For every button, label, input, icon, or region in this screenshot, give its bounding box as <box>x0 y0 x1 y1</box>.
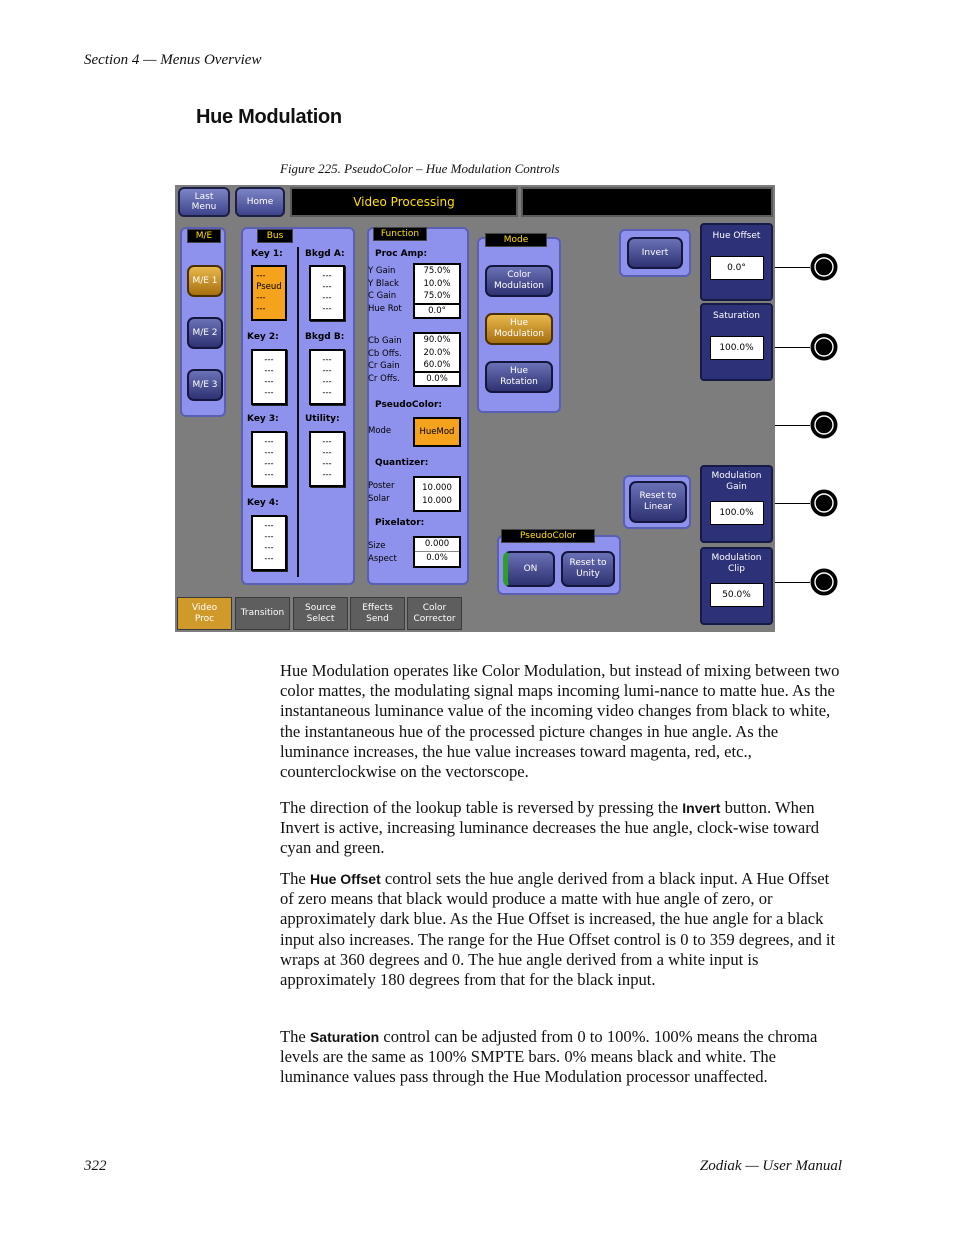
key4-source[interactable]: --- --- --- --- <box>251 515 287 571</box>
quantizer-values[interactable]: 10.000 10.000 <box>413 476 461 512</box>
pixelator-size-value: 0.000 <box>424 539 450 549</box>
bkgd-b-source[interactable]: --- --- --- --- <box>309 349 345 405</box>
pixelator-label: Pixelator: <box>375 518 425 528</box>
hue-modulation-button[interactable]: Hue Modulation <box>485 313 553 345</box>
key2-label: Key 2: <box>247 332 279 342</box>
knob4-leader <box>775 503 810 504</box>
proc-amp-label: Proc Amp: <box>375 249 428 259</box>
figure-caption: Figure 225. PseudoColor – Hue Modulation Controls <box>280 161 560 176</box>
modulation-gain-panel[interactable] <box>700 465 773 543</box>
pixelator-aspect-value: 0.0% <box>415 551 459 565</box>
knob-icon <box>809 567 839 597</box>
bkgd-a-source[interactable]: --- --- --- --- <box>309 265 345 321</box>
color-modulation-button[interactable]: Color Modulation <box>485 265 553 297</box>
menu-title: Video Processing <box>290 187 518 217</box>
paragraph-1: Hue Modulation operates like Color Modulation, but instead of mixing between two color mattes, the modulating signal maps incoming lumi-nance to matte hue. As the instantaneous luminance value of the incoming video changes from black to white, the instantaneous hue of the processed picture changes in hue angle. As the luminance increases, the hue value increases toward magenta, red, etc., counterclockwise on the vectorscope. <box>280 661 840 782</box>
page-number: 322 <box>84 1158 107 1174</box>
modulation-gain-label: Modulation Gain <box>711 471 762 492</box>
tab-video-proc[interactable]: Video Proc <box>177 597 232 630</box>
reset-to-unity-button[interactable]: Reset to Unity <box>561 551 615 587</box>
pseudocolor-on-button[interactable]: ON <box>503 551 555 587</box>
me-label: M/E <box>187 229 221 243</box>
mode-label: Mode <box>368 426 392 436</box>
hue-offset-label: Hue Offset <box>712 231 761 241</box>
utility-label: Utility: <box>305 414 340 424</box>
modulation-clip-label: Modulation Clip <box>711 553 762 574</box>
knob2-leader <box>775 347 810 348</box>
paragraph-2: The direction of the lookup table is reversed by pressing the Invert button. When Invert is active, increasing luminance decreases the hue angle, clock-wise toward cyan and green. <box>280 798 820 858</box>
saturation-panel[interactable] <box>700 303 773 381</box>
knob-icon <box>809 410 839 440</box>
key4-label: Key 4: <box>247 498 279 508</box>
pixelator-params: Size Aspect <box>368 541 397 564</box>
knob-icon <box>809 332 839 362</box>
pixelator-values[interactable] <box>413 536 461 568</box>
last-menu-button[interactable]: Last Menu <box>178 187 230 217</box>
function-label: Function <box>373 227 427 241</box>
cb-cr-params: Cb Gain Cb Offs. Cr Gain Cr Offs. <box>368 336 402 385</box>
cb-cr-values[interactable]: 90.0% 20.0% 60.0% <box>413 332 461 374</box>
invert-button[interactable]: Invert <box>627 237 683 269</box>
knob3-leader <box>775 425 810 426</box>
mode-value[interactable]: HueMod <box>413 417 461 447</box>
hue-rot-value[interactable]: 0.0° <box>413 303 461 319</box>
tab-transition[interactable]: Transition <box>235 597 290 630</box>
tab-source-select[interactable]: Source Select <box>293 597 348 630</box>
home-button[interactable]: Home <box>235 187 285 217</box>
me1-button[interactable]: M/E 1 <box>187 265 223 297</box>
me2-button[interactable]: M/E 2 <box>187 317 223 349</box>
running-header: Section 4 — Menus Overview <box>84 52 262 68</box>
modulation-clip-panel[interactable] <box>700 547 773 625</box>
hue-offset-value: 0.0° <box>710 256 764 280</box>
utility-source[interactable]: --- --- --- --- <box>309 431 345 487</box>
quantizer-label: Quantizer: <box>375 458 429 468</box>
proc-amp-values[interactable]: 75.0% 10.0% 75.0% <box>413 263 461 305</box>
invert-keyword: Invert <box>682 800 721 816</box>
tab-color-corrector[interactable]: Color Corrector <box>407 597 462 630</box>
key2-source[interactable]: --- --- --- --- <box>251 349 287 405</box>
key3-source[interactable]: --- --- --- --- <box>251 431 287 487</box>
me3-button[interactable]: M/E 3 <box>187 369 223 401</box>
section-heading: Hue Modulation <box>196 106 342 128</box>
key1-source[interactable]: --- Pseud --- --- <box>251 265 287 321</box>
bus-divider <box>297 247 299 577</box>
pseudocolor-panel-label: PseudoColor <box>501 529 595 543</box>
mode-panel-label: Mode <box>485 233 547 247</box>
cr-offs-value[interactable]: 0.0% <box>413 371 461 387</box>
knob1-leader <box>775 267 810 268</box>
pseudocolor-label: PseudoColor: <box>375 400 443 410</box>
modulation-gain-value: 100.0% <box>710 501 764 525</box>
key3-label: Key 3: <box>247 414 279 424</box>
knob-icon <box>809 488 839 518</box>
reset-to-linear-button[interactable]: Reset to Linear <box>629 481 687 523</box>
menu-screenshot <box>175 185 775 632</box>
key1-label: Key 1: <box>251 249 283 259</box>
quantizer-params: Poster Solar <box>368 481 395 504</box>
bus-label: Bus <box>257 229 293 243</box>
saturation-label: Saturation <box>713 311 760 321</box>
knob5-leader <box>775 582 810 583</box>
manual-title: Zodiak — User Manual <box>699 1158 842 1174</box>
modulation-clip-value: 50.0% <box>710 583 764 607</box>
bkgd-a-label: Bkgd A: <box>305 249 345 259</box>
hue-offset-keyword: Hue Offset <box>309 871 381 887</box>
saturation-keyword: Saturation <box>309 1029 380 1045</box>
status-bar <box>521 187 773 217</box>
saturation-value: 100.0% <box>710 336 764 360</box>
tab-effects-send[interactable]: Effects Send <box>350 597 405 630</box>
bkgd-b-label: Bkgd B: <box>305 332 345 342</box>
knob-icon <box>809 252 839 282</box>
hue-offset-panel[interactable] <box>700 223 773 301</box>
paragraph-3: The Hue Offset control sets the hue angle derived from a black input. A Hue Offset of zero means that black would produce a matte with hue angle of zero, or approximately dark blue. As the Hue Offset is increased, the hue angle for a black input also increases. The range for the Hue Offset control is 0 to 359 degrees, and it wraps at 360 degrees and 0. The hue angle derived from a white input is approximately 180 degrees from that for the black input. <box>280 869 836 990</box>
paragraph-4: The Saturation control can be adjusted from 0 to 100%. 100% means the chroma levels are the same as 100% SMPTE bars. 0% means black and white. The luminance values pass through the Hue Modulation processor unaffected. <box>280 1027 818 1087</box>
proc-amp-params: Y Gain Y Black C Gain Hue Rot <box>368 266 402 315</box>
hue-rotation-button[interactable]: Hue Rotation <box>485 361 553 393</box>
